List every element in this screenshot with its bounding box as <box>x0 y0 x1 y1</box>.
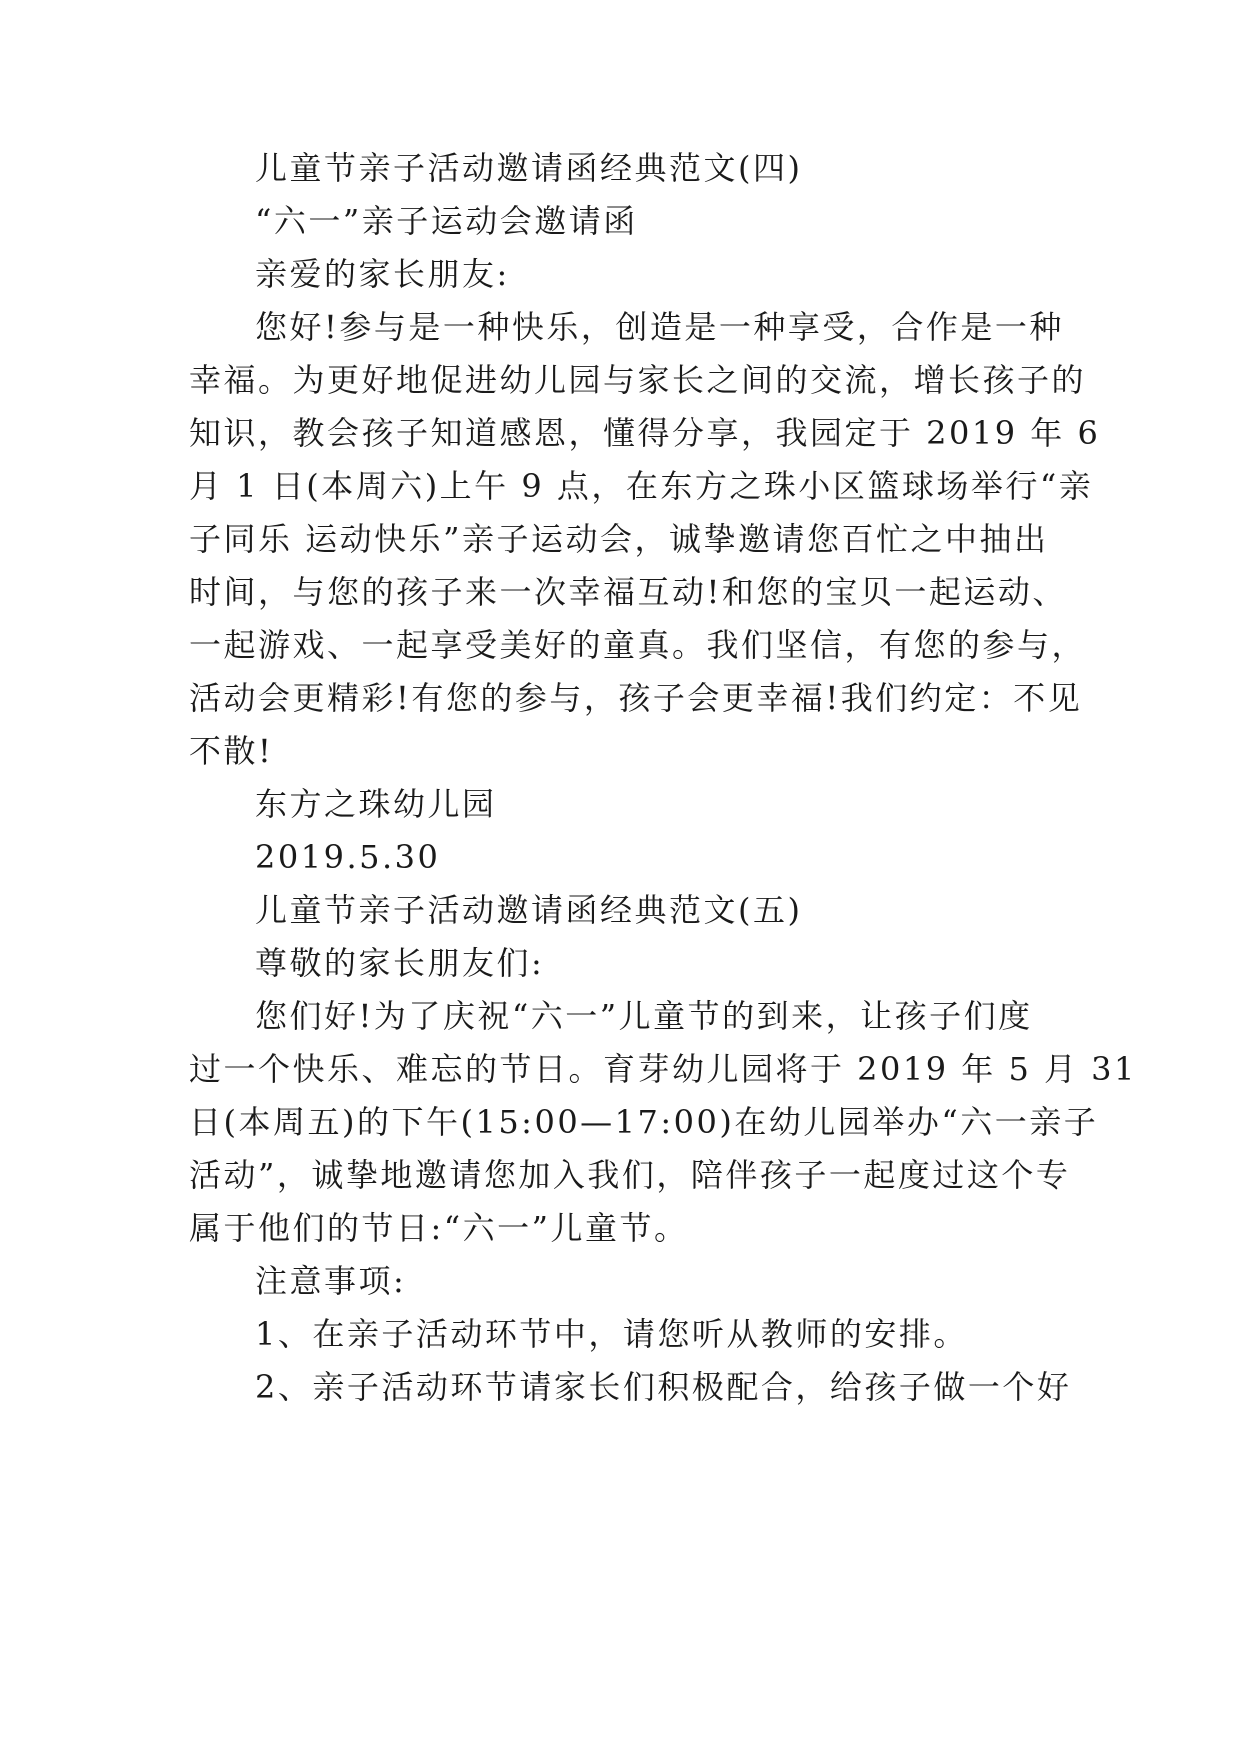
note-item: 1、在亲子活动环节中，请您听从教师的安排。 <box>255 1315 968 1353</box>
body-line: 活动会更精彩!有您的参与，孩子会更幸福!我们约定：不见 <box>189 679 1083 717</box>
body-line: 您好!参与是一种快乐，创造是一种享受，合作是一种 <box>255 308 1064 346</box>
body-line: 月 1 日(本周六)上午 9 点，在东方之珠小区篮球场举行“亲 <box>189 467 1094 505</box>
note-item: 2、亲子活动环节请家长们积极配合，给孩子做一个好 <box>255 1368 1072 1406</box>
body-line: 幸福。为更好地促进幼儿园与家长之间的交流，增长孩子的 <box>189 361 1087 399</box>
notes-heading: 注意事项: <box>255 1262 407 1300</box>
body-line: 知识，教会孩子知道感恩，懂得分享，我园定于 2019 年 6 <box>189 414 1101 452</box>
section-heading-5: 儿童节亲子活动邀请函经典范文(五) <box>255 891 803 929</box>
body-line: 活动”，诚挚地邀请您加入我们，陪伴孩子一起度过这个专 <box>189 1156 1071 1194</box>
body-line: 一起游戏、一起享受美好的童真。我们坚信，有您的参与， <box>189 626 1087 664</box>
signature-date: 2019.5.30 <box>255 838 441 876</box>
body-line: 属于他们的节日:“六一”儿童节。 <box>189 1209 689 1247</box>
salutation: 亲爱的家长朋友: <box>255 255 510 293</box>
invitation-title: “六一”亲子运动会邀请函 <box>255 202 638 240</box>
body-line: 您们好!为了庆祝“六一”儿童节的到来，让孩子们度 <box>255 997 1033 1035</box>
body-line: 日(本周五)的下午(15:00—17:00)在幼儿园举办“六一亲子 <box>189 1103 1099 1141</box>
body-line: 时间，与您的孩子来一次幸福互动!和您的宝贝一起运动、 <box>189 573 1067 611</box>
section-heading-4: 儿童节亲子活动邀请函经典范文(四) <box>255 149 803 187</box>
body-line: 过一个快乐、难忘的节日。育芽幼儿园将于 2019 年 5 月 31 <box>189 1050 1137 1088</box>
body-line: 不散! <box>189 732 274 770</box>
salutation: 尊敬的家长朋友们: <box>255 944 545 982</box>
body-line: 子同乐 运动快乐”亲子运动会，诚挚邀请您百忙之中抽出 <box>189 520 1049 558</box>
signature-org: 东方之珠幼儿园 <box>255 785 497 823</box>
